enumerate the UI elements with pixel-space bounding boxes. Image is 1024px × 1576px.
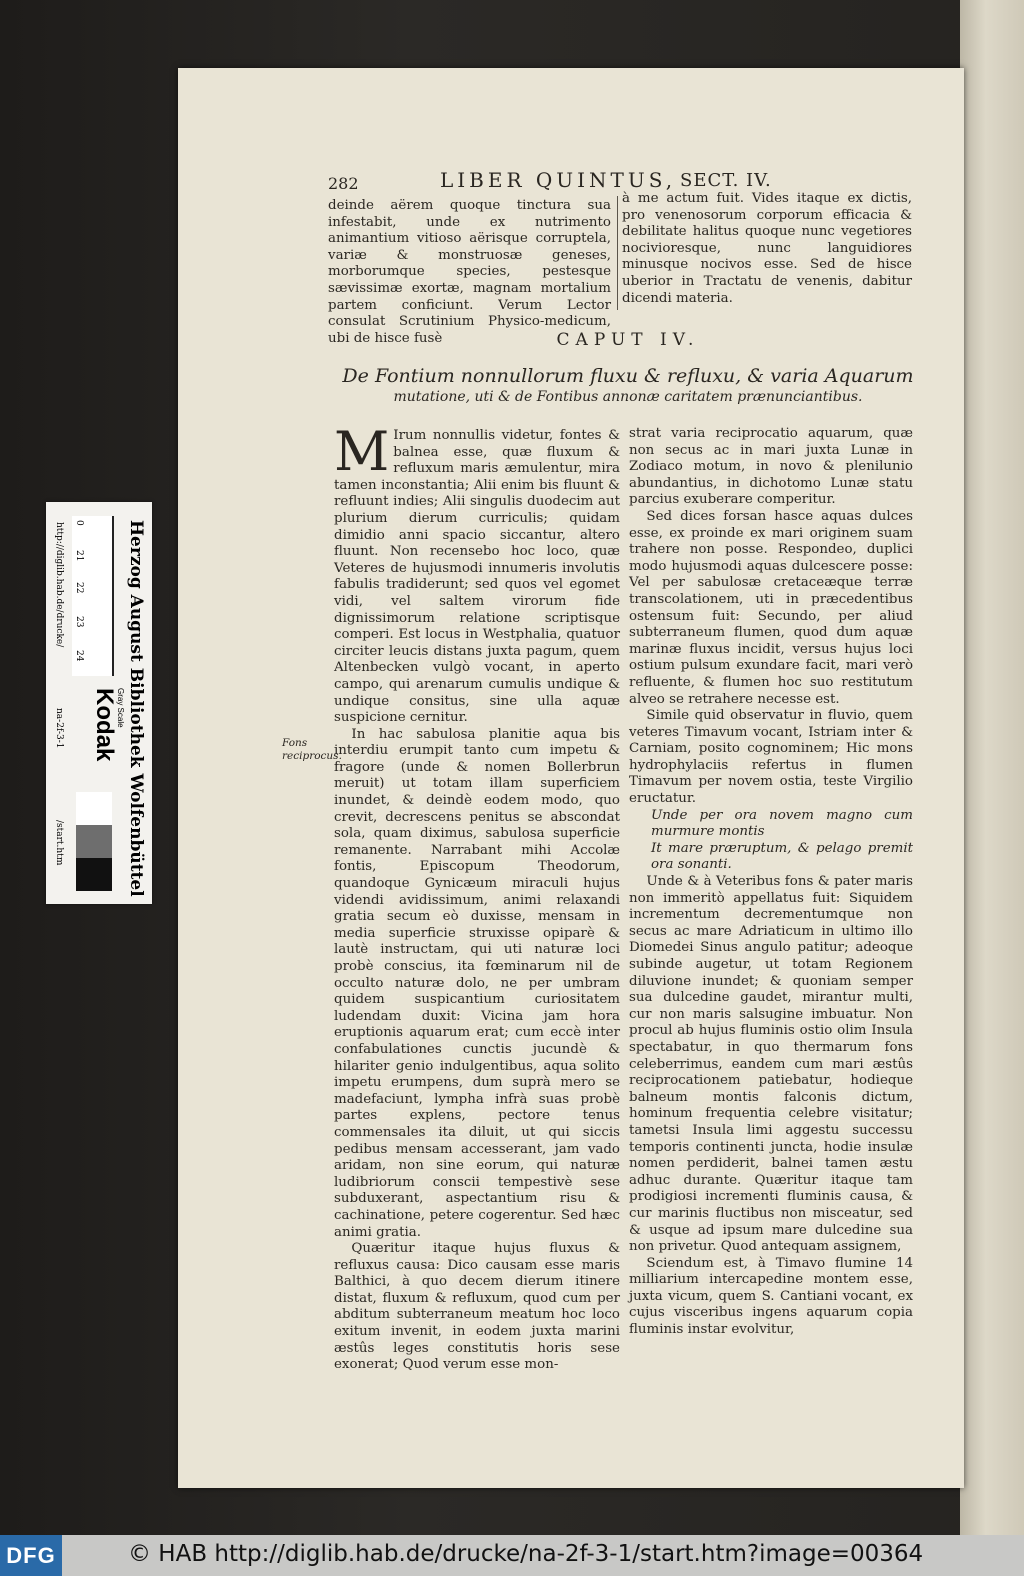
main-left-column	[334, 420, 620, 1374]
top-right-column	[622, 191, 912, 307]
card-url: http://diglib.hab.de/drucke/	[54, 522, 64, 648]
ruler-number: 21	[74, 550, 84, 562]
gray-patch	[76, 792, 112, 825]
chapter-title-line-2: mutatione, uti & de Fontibus annonæ caritatem prænunciantibus.	[393, 389, 863, 405]
paragraph: Simile quid observatur in fluvio, quem veteres Timavum vocant, Istriam inter & Carniam, posito cognominem; Hic mons hydrophylaciis refertus in flumen Timavum per novem ostia, teste Virgilio eructatur.	[629, 708, 913, 807]
running-section: SECT. IV.	[680, 170, 772, 191]
gray-scale-label: Gray Scale	[116, 688, 125, 728]
kodak-logo: Kodak	[91, 688, 118, 762]
top-left-column	[328, 198, 611, 347]
book-page	[178, 68, 964, 1488]
ruler-number: 23	[74, 616, 84, 628]
copyright-url[interactable]: © HAB http://diglib.hab.de/drucke/na-2f-3-1/start.htm?image=00364	[128, 1541, 924, 1567]
scale-ruler	[72, 516, 114, 676]
card-signature: na-2f-3-1	[54, 708, 64, 749]
ruler-number: 22	[74, 582, 84, 594]
adjacent-page-edge	[960, 0, 1024, 1535]
card-start: /start.htm	[54, 820, 64, 866]
drop-cap: M	[334, 420, 390, 483]
page-number: 282	[328, 174, 359, 193]
ruler-number: 0	[74, 520, 84, 526]
verse-line: Unde per ora novem magno cum murmure montis	[651, 807, 913, 840]
paragraph: Quæritur itaque hujus fluxus & refluxus causa: Dico causam esse maris Balthici, à quo decem dierum itinere distat, fluxum & refluxum, quod cum per abditum subterraneum meatum hoc loco exitum invenit, in eodem juxta marini æstûs leges constitutis horis sese exonerat; Quod verum esse mon-	[334, 1241, 620, 1373]
gray-patches	[76, 792, 112, 892]
top-right-text: à me actum fuit. Vides itaque ex dictis, pro venenosorum corporum efficacia & debilitate halitus quoque nunc vegetiores nocivioresque, nunc languidiores minusque nocivos esse. Sed de hisce uberior in Tractatu de venenis, dabitur dicendi materia.	[622, 191, 912, 306]
marginal-note: Fons reciprocus.	[282, 737, 342, 762]
chapter-title	[328, 364, 928, 406]
gray-patch	[76, 858, 112, 891]
main-right-column	[629, 426, 913, 1339]
paragraph: strat varia reciprocatio aquarum, quæ non secus ac in mari juxta Lunæ in Zodiaco motum, in novo & plenilunio abundantius, in dichotomo Lunæ statu parcius exuberare comperitur.	[629, 426, 913, 508]
chapter-heading: CAPUT IV.	[556, 330, 700, 350]
color-reference-card	[46, 502, 152, 904]
footer-bar	[0, 1535, 1024, 1576]
paragraph: In hac sabulosa planitie aqua bis interdiu erumpit tanto cum impetu & fragore (unde & nomen Bollerbrun meruit) ut totam illam superficiem inundet, & deindè eodem modo, quo crevit, decrescens penitus se abscondat sola, quam diximus, sabulosa superficie remanente. Narrabant mihi Accolæ fontis, Episcopum Theodorum, quandoque Gynicæum miraculi hujus videndi avidissimum, animi relaxandi gratia secum eò duxisse, mensam in media superficie struxisse opiparè & lautè instructam, qui uti naturæ loci probè conscius, ita fœminarum nil de occulto naturæ dolo, ne per umbram quidem suspicantium curiositatem ludendam duxit: Vicina jam hora eruptionis aquarum erat; cum eccè inter confabulationes cunctis jucundè & hilariter genio indulgentibus, aqua solito impetu erumpens, dum suprà mero se madefaciunt, lympha infrà suas probè partes explens, pectore tenus commensales ita diluit, ut qui siccis pedibus mensam accesserant, jam vado aridam, non sine eorum, qui naturæ ludibriorum conscii tempestivè sese subduxerant, aspectantium risu & cachinatione, petere cogerentur. Sed hæc animi gratia.	[334, 726, 620, 1240]
library-name: Herzog August Bibliothek Wolfenbüttel	[126, 520, 146, 897]
ruler-number: 24	[74, 650, 84, 662]
chapter-title-line-1: De Fontium nonnullorum fluxu & refluxu, & varia Aquarum	[342, 365, 914, 387]
verse-line: It mare præruptum, & pelago premit ora sonanti.	[651, 840, 913, 873]
dfg-logo: DFG	[0, 1535, 62, 1576]
column-rule	[617, 196, 618, 310]
paragraph: M Irum nonnullis videtur, fontes & balnea esse, quæ fluxum & refluxum maris æmulentur, mira tamen inconstantia; Alii enim bis fluunt & refluunt indies; Alii singulis duodecim aut plurium dierum curriculis; quidam dimidio anni spacio siccantur, altero fluunt. Non recensebo hoc loco, quæ Veteres de hujusmodi innumeris involutis fabulis tradiderunt; sed quos vel egomet vidi, vel saltem virorum fide dignissimorum relatione scriptisque comperi. Est locus in Westphalia, quatuor circiter leucis distans juxta pagum, quem Altenbecken vulgò vocant, in aperto campo, qui arenarum cumulis undique & undique consitus, sine ulla aquæ suspicione cernitur.	[334, 420, 620, 726]
top-left-text: deinde aërem quoque tinctura sua infestabit, unde ex nutrimento animantium vitioso aërisque corruptela, variæ & monstruosæ geneses, morborumque species, pestesque sævissimæ exortæ, magnam mortalium partem conficiunt. Verum Lector consulat Scrutinium Physico-medicum, ubi de hisce fusè	[328, 198, 611, 346]
paragraph: Unde & à Veteribus fons & pater maris non immeritò appellatus fuit: Siquidem incrementum decrementumque non secus ac mare Adriaticum in ultimo illo Diomedei Sinus angulo patitur; adeoque subinde augetur, ut totam Regionem diluvione inundet; & quoniam semper sua dulcedine gaudet, mirantur multi, cur non maris salsugine imbuatur. Non procul ab hujus fluminis ostio olim Insula spectabatur, in quo thermarum fons celeberrimus, eandem cum mari æstûs reciprocationem patiebatur, hodieque balneum montis falconis dictum, hominum frequentia celebre visitatur; tametsi Insula limi aggestu successu temporis continenti juncta, hodie insulæ nomen perdiderit, balnei tamen æstu adhuc durante. Quæritur itaque tam prodigiosi incrementi fluminis causa, & cur marinis fluctibus non misceatur, sed & usque ad ipsum mare dulcedine sua non privetur. Quod antequam assignem,	[629, 874, 913, 1255]
paragraph: Sed dices forsan hasce aquas dulces esse, ex proinde ex mari originem suam trahere non posse. Respondeo, duplici modo hujusmodi aquas dulcescere posse: Vel per sabulosæ cretaceæque terræ transcolationem, uti in præcedentibus ostensum fuit: Secundo, per aliud subterraneum flumen, quod dum aquæ marinæ fluxus incidit, versus hujus loci ostium pulsum exundare facit, mari verò refluente, & flumen hoc suo restitutum alveo se retrahere necesse est.	[629, 508, 913, 707]
paragraph: Sciendum est, à Timavo flumine 14 milliarium intercapedine montem esse, juxta vicum, quem S. Cantiani vocant, ex cujus visceribus ingens aquarum copia fluminis instar evolvitur,	[629, 1255, 913, 1338]
gray-patch	[76, 825, 112, 858]
running-title: LIBER QUINTUS,	[440, 168, 677, 192]
